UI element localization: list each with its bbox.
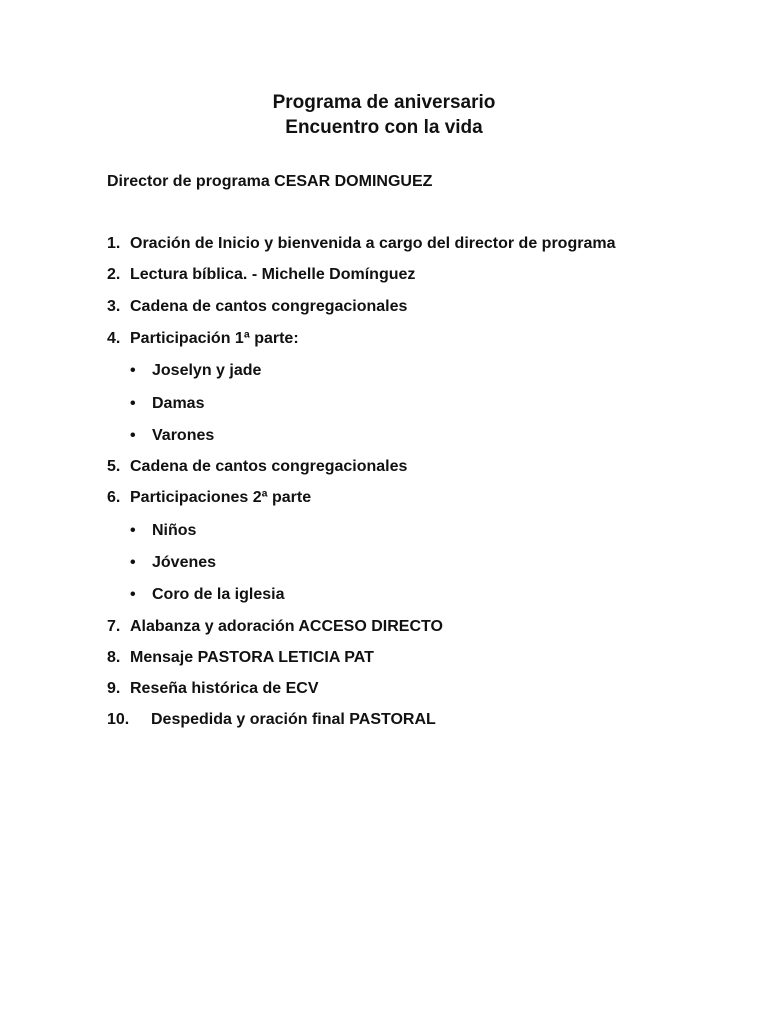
sub-list-item-text: Niños <box>152 522 197 539</box>
list-item-text: Alabanza y adoración ACCESO DIRECTO <box>130 618 443 635</box>
list-item-number: 6. <box>107 489 121 506</box>
list-item-text: Participación 1ª parte: <box>130 330 299 347</box>
list-item-text: Despedida y oración final PASTORAL <box>151 711 436 728</box>
sub-list-item-text: Joselyn y jade <box>152 362 262 379</box>
list-item-number: 4. <box>107 330 121 347</box>
list-item-number: 7. <box>107 618 121 635</box>
list-item-text: Participaciones 2ª parte <box>130 489 312 506</box>
bullet-icon: • <box>130 362 136 379</box>
list-item-text: Lectura bíblica. - Michelle Domínguez <box>130 266 416 283</box>
sub-list-item-text: Coro de la iglesia <box>152 586 285 603</box>
list-item-number: 9. <box>107 680 121 697</box>
document-subtitle: Encuentro con la vida <box>285 117 483 138</box>
document-title: Programa de aniversario <box>272 92 496 113</box>
bullet-icon: • <box>130 427 136 444</box>
list-item-number: 3. <box>107 298 121 315</box>
program-director: Director de programa CESAR DOMINGUEZ <box>107 173 433 190</box>
sub-list-item-text: Jóvenes <box>152 554 217 571</box>
sub-list-item-text: Damas <box>152 395 205 412</box>
sub-list-item-text: Varones <box>152 427 215 444</box>
bullet-icon: • <box>130 586 136 603</box>
list-item-text: Oración de Inicio y bienvenida a cargo del director de programa <box>130 235 616 252</box>
list-item-text: Mensaje PASTORA LETICIA PAT <box>130 649 374 666</box>
list-item-text: Cadena de cantos congregacionales <box>130 458 408 475</box>
list-item-number: 1. <box>107 235 121 252</box>
list-item-text: Reseña histórica de ECV <box>130 680 319 697</box>
list-item-number: 10. <box>107 711 130 728</box>
list-item-number: 2. <box>107 266 121 283</box>
bullet-icon: • <box>130 522 136 539</box>
list-item-number: 8. <box>107 649 121 666</box>
list-item-number: 5. <box>107 458 121 475</box>
bullet-icon: • <box>130 554 136 571</box>
bullet-icon: • <box>130 395 136 412</box>
list-item-text: Cadena de cantos congregacionales <box>130 298 408 315</box>
